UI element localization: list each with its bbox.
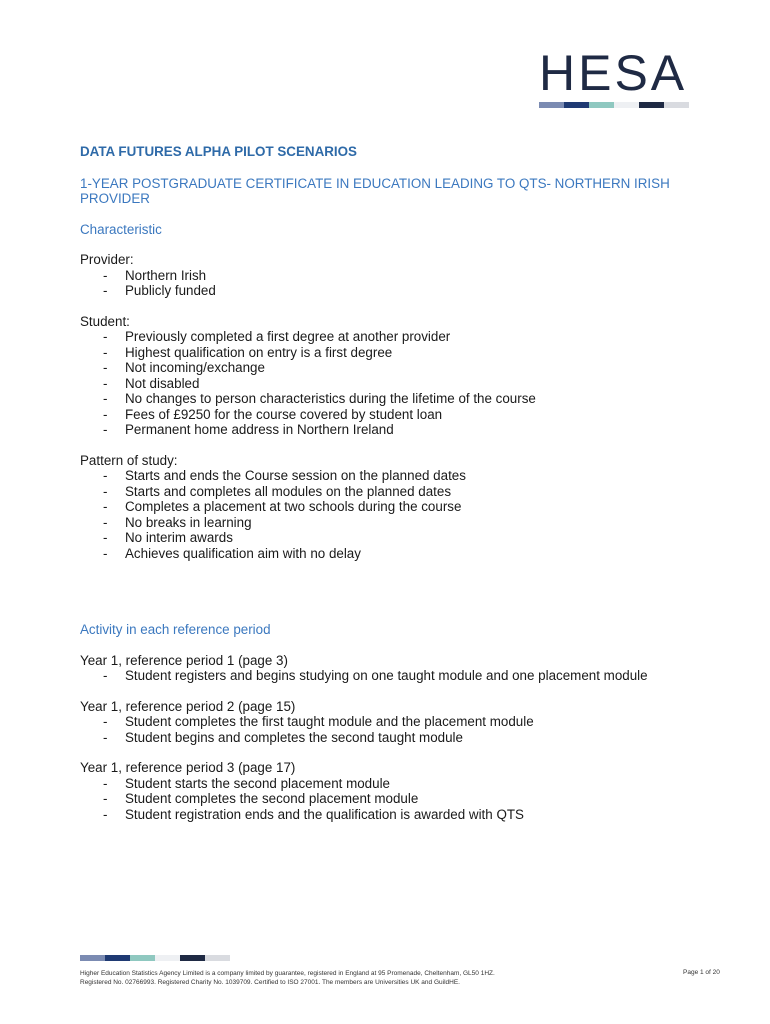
list-item xyxy=(103,668,720,684)
list-item-text: Starts and completes all modules on the planned dates xyxy=(125,483,452,499)
stripe-segment xyxy=(614,102,639,108)
spacer xyxy=(80,576,720,622)
dash-bullet-icon: - xyxy=(103,775,108,791)
dash-bullet-icon: - xyxy=(103,668,108,683)
bullet-list xyxy=(80,329,720,438)
list-item-text: Not incoming/exchange xyxy=(125,360,265,375)
list-item xyxy=(103,422,720,438)
activity-periods xyxy=(80,653,720,823)
list-item-text: Publicly funded xyxy=(125,283,216,298)
list-item xyxy=(103,807,720,823)
list-item-text: Starts and ends the Course session on the planned dates xyxy=(125,468,466,483)
list-item-text: Student begins and completes the second taught module xyxy=(125,729,463,745)
bullet-list xyxy=(80,668,720,684)
dash-bullet-icon: - xyxy=(103,545,108,561)
list-group xyxy=(80,653,720,684)
list-item xyxy=(103,360,720,376)
footer-line: Higher Education Statistics Agency Limited is a company limited by guarantee, registered in England at 95 Promenade, Cheltenham, GL50 1HZ. xyxy=(80,970,495,977)
dash-bullet-icon: - xyxy=(103,514,108,530)
stripe-segment xyxy=(205,955,230,961)
logo-color-stripe xyxy=(539,102,691,108)
dash-bullet-icon: - xyxy=(103,391,108,406)
stripe-segment xyxy=(180,955,205,961)
dash-bullet-icon: - xyxy=(103,499,108,514)
list-group xyxy=(80,699,720,746)
dash-bullet-icon: - xyxy=(103,375,108,391)
list-item xyxy=(103,546,720,562)
footer-legal-text xyxy=(80,969,640,987)
activity-heading: Activity in each reference period xyxy=(80,622,271,637)
list-item-text: Previously completed a first degree at another provider xyxy=(125,329,451,344)
list-item-text: Fees of £9250 for the course covered by student loan xyxy=(125,406,443,422)
list-group-label: Year 1, reference period 1 (page 3) xyxy=(80,652,288,668)
stripe-segment xyxy=(664,102,689,108)
list-group-label: Year 1, reference period 2 (page 15) xyxy=(80,698,296,714)
list-item-text: No changes to person characteristics during the lifetime of the course xyxy=(125,391,536,406)
list-item-text: No breaks in learning xyxy=(125,514,252,530)
list-item-text: Student registers and begins studying on one taught module and one placement module xyxy=(125,668,648,683)
footer-line: Registered No. 02766993. Registered Charity No. 1039709. Certified to ISO 27001. The members are Universities UK and GuildHE. xyxy=(80,979,460,986)
list-item xyxy=(103,468,720,484)
list-item xyxy=(103,499,720,515)
list-item xyxy=(103,714,720,730)
list-item xyxy=(103,283,720,299)
characteristic-groups xyxy=(80,252,720,561)
list-item-text: Not disabled xyxy=(125,375,200,391)
list-item-text: Highest qualification on entry is a first degree xyxy=(125,344,393,360)
document-title: DATA FUTURES ALPHA PILOT SCENARIOS xyxy=(80,144,357,159)
list-item-text: Student registration ends and the qualification is awarded with QTS xyxy=(125,806,524,822)
list-group xyxy=(80,760,720,822)
hesa-logo xyxy=(539,45,691,108)
list-item xyxy=(103,791,720,807)
list-item xyxy=(103,776,720,792)
list-item-text: Student completes the first taught module and the placement module xyxy=(125,714,534,729)
dash-bullet-icon: - xyxy=(103,329,108,344)
list-group xyxy=(80,252,720,299)
list-item-text: Achieves qualification aim with no delay xyxy=(125,545,361,561)
dash-bullet-icon: - xyxy=(103,483,108,499)
stripe-segment xyxy=(589,102,614,108)
dash-bullet-icon: - xyxy=(103,791,108,806)
list-group-label: Provider: xyxy=(80,252,134,267)
list-item-text: Student starts the second placement module xyxy=(125,775,390,791)
list-group xyxy=(80,453,720,562)
characteristic-heading: Characteristic xyxy=(80,221,162,237)
stripe-segment xyxy=(539,102,564,108)
dash-bullet-icon: - xyxy=(103,729,108,745)
bullet-list xyxy=(80,268,720,299)
stripe-segment xyxy=(639,102,664,108)
list-item xyxy=(103,515,720,531)
list-item xyxy=(103,329,720,345)
stripe-segment xyxy=(80,955,105,961)
list-group-label: Year 1, reference period 3 (page 17) xyxy=(80,760,296,775)
dash-bullet-icon: - xyxy=(103,806,108,822)
list-item xyxy=(103,345,720,361)
dash-bullet-icon: - xyxy=(103,406,108,422)
dash-bullet-icon: - xyxy=(103,530,108,545)
dash-bullet-icon: - xyxy=(103,360,108,375)
list-item-text: Northern Irish xyxy=(125,267,207,283)
list-item xyxy=(103,407,720,423)
list-item-text: Permanent home address in Northern Ireland xyxy=(125,422,394,437)
list-item xyxy=(103,376,720,392)
dash-bullet-icon: - xyxy=(103,714,108,729)
page-number: Page 1 of 20 xyxy=(683,969,720,976)
dash-bullet-icon: - xyxy=(103,468,108,483)
bullet-list xyxy=(80,468,720,561)
logo-wordmark: HESA xyxy=(539,45,688,101)
list-item xyxy=(103,391,720,407)
dash-bullet-icon: - xyxy=(103,267,108,283)
bullet-list xyxy=(80,714,720,745)
stripe-segment xyxy=(155,955,180,961)
list-item xyxy=(103,484,720,500)
dash-bullet-icon: - xyxy=(103,422,108,437)
document-body xyxy=(80,144,720,837)
list-item-text: Student completes the second placement module xyxy=(125,791,419,806)
list-group-label: Pattern of study: xyxy=(80,452,178,468)
list-item-text: No interim awards xyxy=(125,530,233,545)
stripe-segment xyxy=(130,955,155,961)
list-item-text: Completes a placement at two schools during the course xyxy=(125,499,462,514)
list-item xyxy=(103,268,720,284)
list-item xyxy=(103,730,720,746)
stripe-segment xyxy=(105,955,130,961)
list-group-label: Student: xyxy=(80,313,130,329)
dash-bullet-icon: - xyxy=(103,283,108,298)
stripe-segment xyxy=(564,102,589,108)
dash-bullet-icon: - xyxy=(103,344,108,360)
list-group xyxy=(80,314,720,438)
footer-color-stripe xyxy=(80,955,230,961)
document-subtitle: 1-YEAR POSTGRADUATE CERTIFICATE IN EDUCATION LEADING TO QTS- NORTHERN IRISH PROVIDER xyxy=(80,175,670,206)
bullet-list xyxy=(80,776,720,823)
list-item xyxy=(103,530,720,546)
